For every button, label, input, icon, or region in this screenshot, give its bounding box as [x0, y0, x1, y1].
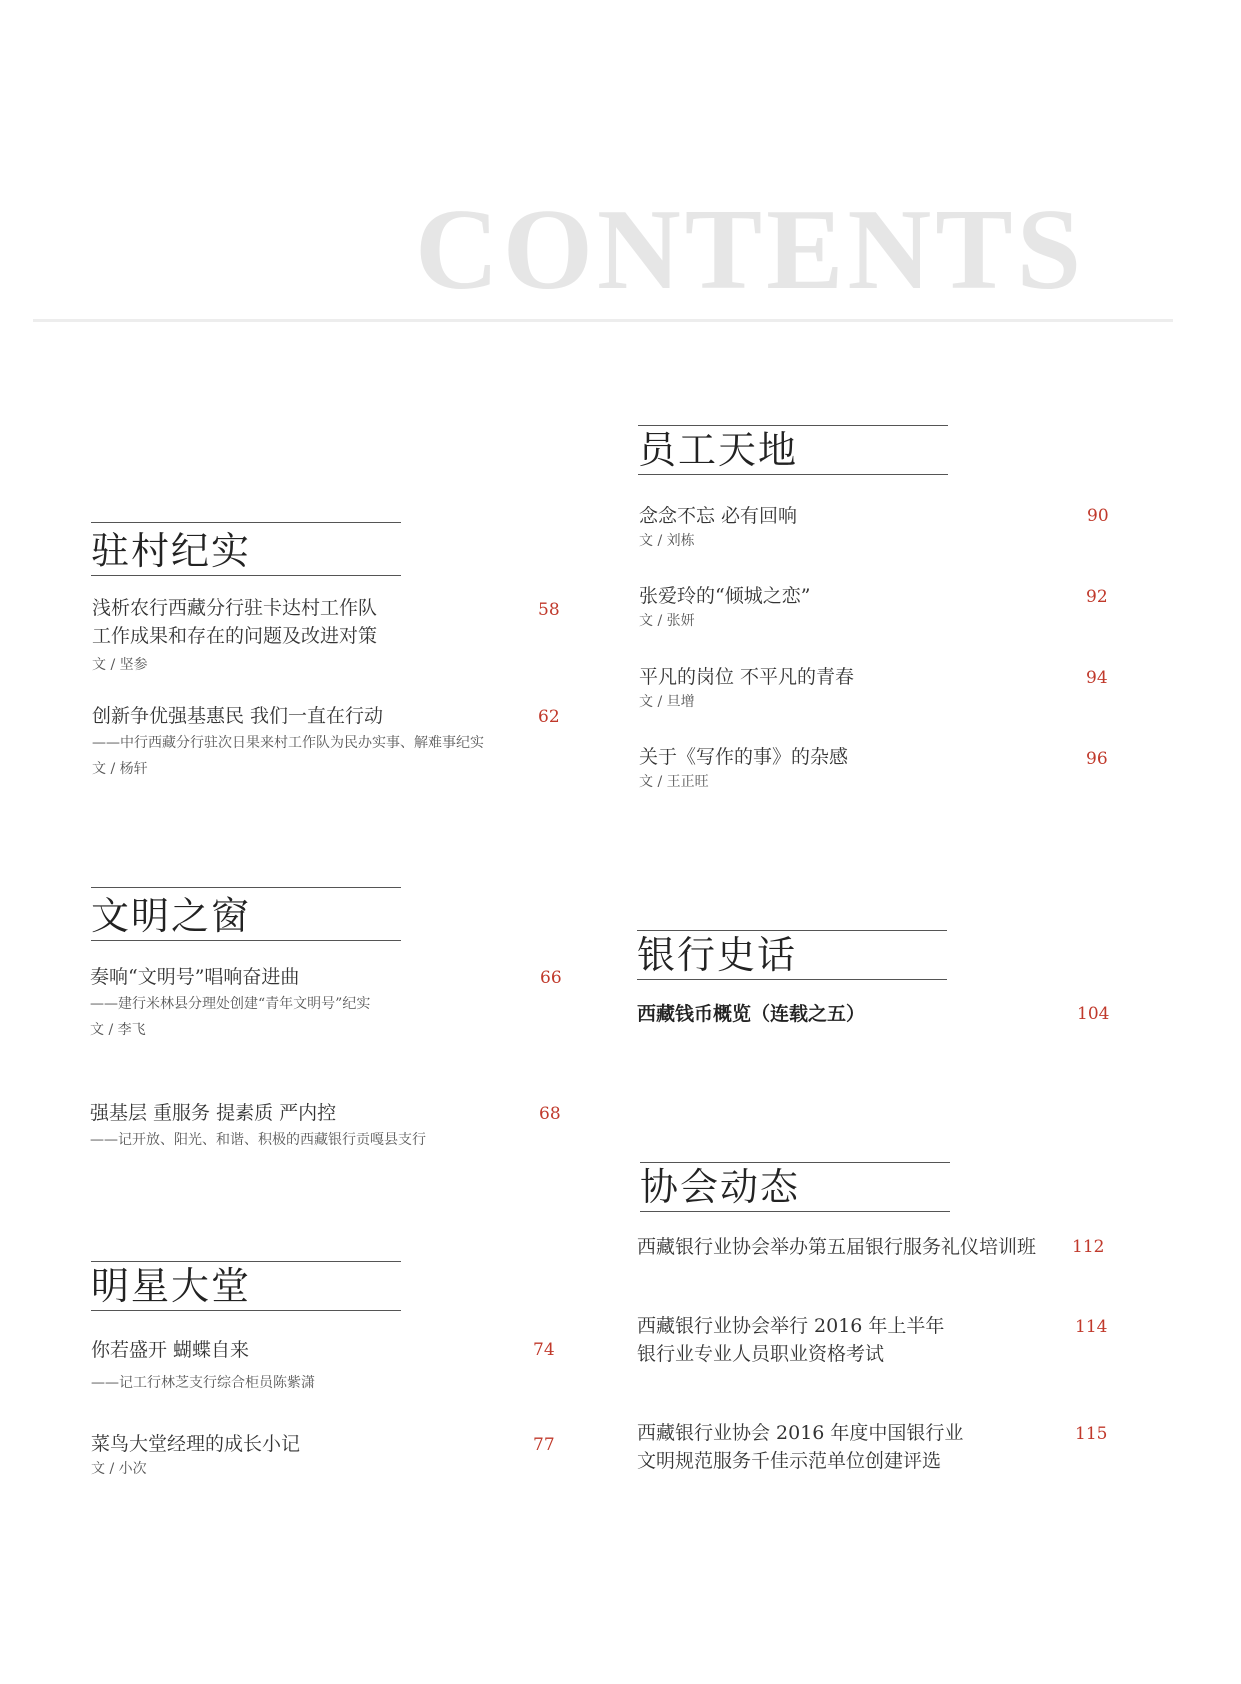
toc-entry[interactable]	[92, 594, 377, 676]
entry-title-line: 念念不忘 必有回响	[639, 505, 798, 527]
entry-title-line: 关于《写作的事》的杂感	[639, 746, 849, 768]
entry-author: 文 / 张妍	[639, 613, 695, 629]
page-number[interactable]: 68	[539, 1104, 561, 1124]
section-yuangong-heading	[638, 425, 948, 475]
entry-title-line: 浅析农行西藏分行驻卡达村工作队	[92, 597, 378, 619]
entry-title-line: 西藏银行业协会 2016 年度中国银行业	[637, 1422, 964, 1444]
page-number[interactable]: 115	[1075, 1424, 1108, 1444]
entry-title-line: 你若盛开 蝴蝶自来	[91, 1339, 250, 1361]
toc-entry[interactable]	[90, 963, 370, 1041]
entry-title-line: 菜鸟大堂经理的成长小记	[91, 1433, 301, 1455]
entry-author: 文 / 李飞	[90, 1022, 146, 1038]
section-title: 文明之窗	[91, 894, 252, 938]
section-title: 驻村纪实	[91, 529, 252, 573]
page-number[interactable]: 114	[1075, 1317, 1108, 1337]
page-number[interactable]: 94	[1086, 668, 1108, 688]
page-number[interactable]: 77	[533, 1435, 555, 1455]
section-yinhang-heading	[637, 930, 947, 980]
toc-entry[interactable]	[639, 582, 810, 632]
entry-author: 文 / 刘栋	[639, 533, 695, 549]
toc-entry[interactable]	[637, 1233, 1036, 1261]
page-number[interactable]: 90	[1087, 506, 1109, 526]
section-mingxing-heading	[91, 1261, 401, 1311]
entry-title-line: 平凡的岗位 不平凡的青春	[639, 666, 855, 688]
entry-title-line: 西藏银行业协会举行 2016 年上半年	[637, 1315, 945, 1337]
toc-entry[interactable]	[92, 702, 484, 780]
entry-author: 文 / 王正旺	[639, 774, 709, 790]
section-title: 员工天地	[638, 428, 799, 472]
page-number[interactable]: 58	[538, 600, 560, 620]
entry-subtitle: ——记开放、阳光、和谐、积极的西藏银行贡嘎县支行	[90, 1132, 426, 1148]
page-number[interactable]: 66	[540, 968, 562, 988]
page-number[interactable]: 104	[1077, 1004, 1110, 1024]
entry-author: 文 / 杨轩	[92, 761, 148, 777]
entry-title-line: 工作成果和存在的问题及改进对策	[92, 625, 378, 647]
entry-subtitle: ——建行米林县分理处创建“青年文明号”纪实	[90, 996, 371, 1012]
section-title: 明星大堂	[91, 1264, 252, 1308]
section-title: 银行史话	[637, 933, 798, 977]
entry-title-line: 奏响“文明号”唱响奋进曲	[90, 966, 300, 988]
page-number[interactable]: 112	[1072, 1237, 1105, 1257]
entry-title-line: 银行业专业人员职业资格考试	[637, 1343, 885, 1365]
section-title: 协会动态	[640, 1165, 801, 1209]
entry-title-line: 创新争优强基惠民 我们一直在行动	[92, 705, 384, 727]
header-divider	[33, 319, 1173, 322]
page-number[interactable]: 96	[1086, 749, 1108, 769]
toc-entry[interactable]	[637, 1000, 865, 1028]
entry-title-line: 西藏银行业协会举办第五届银行服务礼仪培训班	[637, 1236, 1037, 1258]
entry-subtitle: ——记工行林芝支行综合柜员陈紫潇	[91, 1375, 315, 1391]
contents-heading: CONTENTS	[415, 186, 1086, 314]
entry-title-line: 张爱玲的“倾城之恋”	[639, 585, 811, 607]
page-number[interactable]: 62	[538, 707, 560, 727]
toc-entry[interactable]	[639, 663, 854, 713]
entry-title-line: 西藏钱币概览（连载之五）	[637, 1003, 866, 1025]
page-number[interactable]: 92	[1086, 587, 1108, 607]
page-number[interactable]: 74	[533, 1340, 555, 1360]
section-zhucun-heading	[91, 522, 401, 576]
entry-author: 文 / 旦增	[639, 694, 695, 710]
entry-author: 文 / 坚参	[92, 657, 148, 673]
toc-entry[interactable]	[91, 1336, 315, 1394]
toc-entry[interactable]	[91, 1430, 300, 1480]
entry-title-line: 文明规范服务千佳示范单位创建评选	[637, 1450, 942, 1472]
entry-title-line: 强基层 重服务 提素质 严内控	[90, 1102, 337, 1124]
section-xiehui-heading	[640, 1162, 950, 1212]
toc-entry[interactable]	[639, 502, 797, 552]
toc-entry[interactable]	[637, 1312, 944, 1368]
entry-subtitle: ——中行西藏分行驻次日果来村工作队为民办实事、解难事纪实	[92, 735, 484, 751]
section-wenming-heading	[91, 887, 401, 941]
toc-entry[interactable]	[90, 1099, 426, 1151]
toc-entry[interactable]	[639, 743, 848, 793]
entry-author: 文 / 小次	[91, 1461, 147, 1477]
toc-entry[interactable]	[637, 1419, 963, 1475]
